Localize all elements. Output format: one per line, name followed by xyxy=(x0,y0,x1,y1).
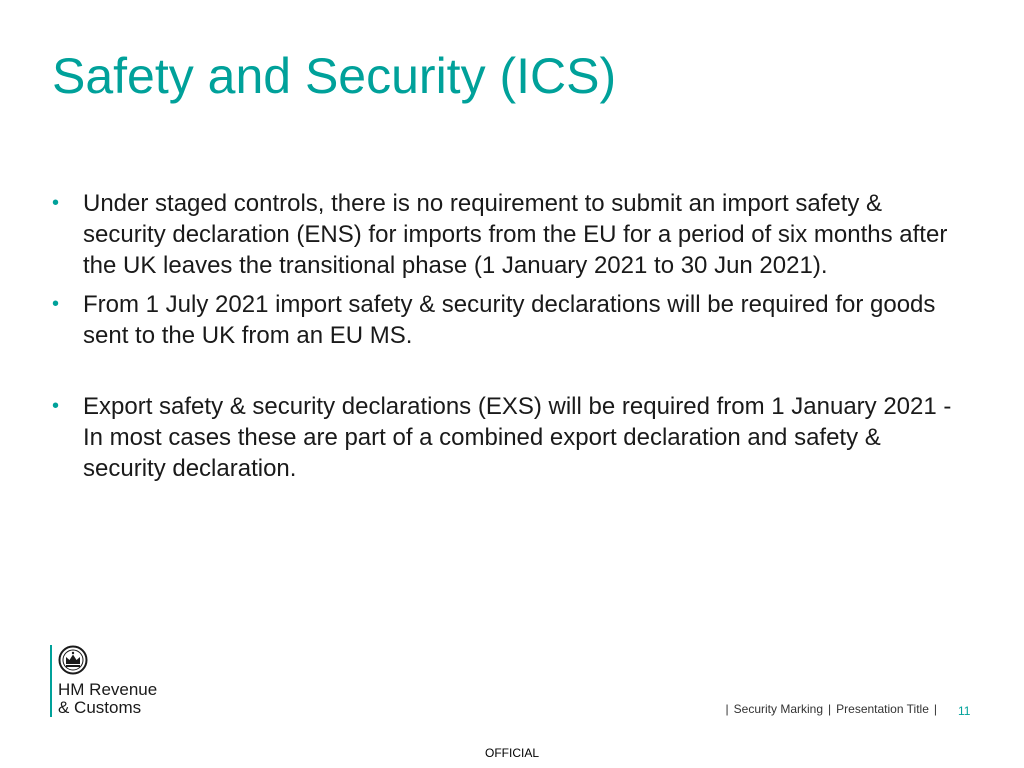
bullet-item xyxy=(52,188,952,281)
footer-separator: | xyxy=(828,702,832,716)
bullet-text: Under staged controls, there is no requirement to submit an import safety & security declaration (ENS) for imports from the EU for a period of six months after the UK leaves the transitional phase (1 January 2021 to 30 Jun 2021). xyxy=(83,190,948,279)
page-number: 11 xyxy=(958,704,971,718)
security-marking: Security Marking xyxy=(733,702,824,716)
logo-text-line-2: & Customs xyxy=(58,698,142,717)
slide-title: Safety and Security (ICS) xyxy=(52,48,617,104)
bullet-list xyxy=(52,188,952,484)
classification-label: OFFICIAL xyxy=(484,746,539,760)
footer-meta xyxy=(721,702,942,716)
bullet-text: Export safety & security declarations (EXS) will be required from 1 January 2021 - In most cases these are part of a combined export declaration and safety & security declaration. xyxy=(83,393,952,482)
bullet-dot-icon: • xyxy=(52,293,60,315)
footer-separator: | xyxy=(725,702,729,716)
footer-separator: | xyxy=(933,702,937,716)
bullet-text: From 1 July 2021 import safety & security declarations will be required for goods sent to the UK from an EU MS. xyxy=(83,291,936,349)
crown-crest-icon xyxy=(58,645,88,675)
logo-text-line-1: HM Revenue xyxy=(58,680,158,699)
bullet-dot-icon: • xyxy=(52,192,60,214)
bullet-item xyxy=(52,391,952,484)
presentation-title: Presentation Title xyxy=(836,702,929,716)
bullet-dot-icon: • xyxy=(52,395,60,417)
bullet-item xyxy=(52,289,952,351)
hmrc-logo xyxy=(50,645,157,717)
